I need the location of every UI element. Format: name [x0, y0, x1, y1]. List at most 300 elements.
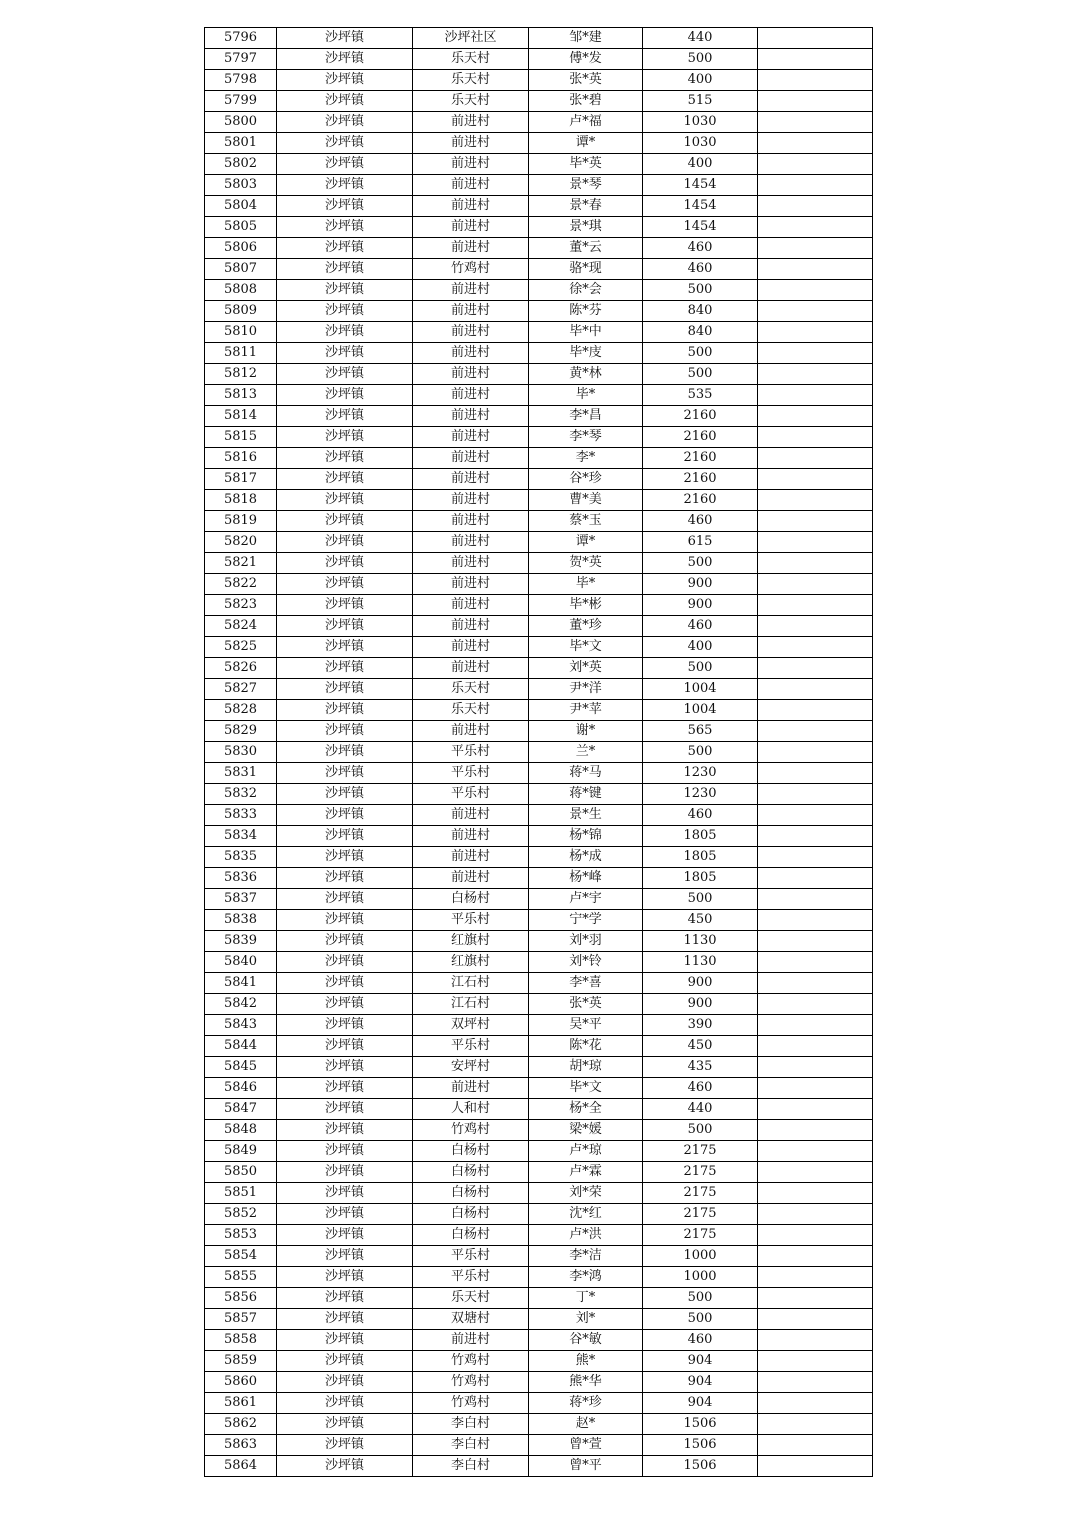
table-row	[205, 1015, 873, 1036]
village-cell: 乐天村	[413, 1288, 529, 1309]
row-number-cell: 5796	[205, 28, 277, 49]
row-number-cell: 5816	[205, 448, 277, 469]
village-cell: 平乐村	[413, 1267, 529, 1288]
town-cell: 沙坪镇	[277, 196, 413, 217]
note-cell	[758, 1246, 873, 1267]
town-cell: 沙坪镇	[277, 28, 413, 49]
table-row	[205, 658, 873, 679]
amount-cell: 460	[643, 616, 758, 637]
town-cell: 沙坪镇	[277, 595, 413, 616]
row-number-cell: 5808	[205, 280, 277, 301]
amount-cell: 2160	[643, 490, 758, 511]
town-cell: 沙坪镇	[277, 49, 413, 70]
village-cell: 前进村	[413, 511, 529, 532]
town-cell: 沙坪镇	[277, 889, 413, 910]
row-number-cell: 5853	[205, 1225, 277, 1246]
note-cell	[758, 1099, 873, 1120]
town-cell: 沙坪镇	[277, 616, 413, 637]
town-cell: 沙坪镇	[277, 406, 413, 427]
table-row	[205, 448, 873, 469]
town-cell: 沙坪镇	[277, 1351, 413, 1372]
row-number-cell: 5850	[205, 1162, 277, 1183]
name-cell: 张*碧	[529, 91, 643, 112]
name-cell: 宁*学	[529, 910, 643, 931]
table-row	[205, 868, 873, 889]
row-number-cell: 5858	[205, 1330, 277, 1351]
table-row	[205, 175, 873, 196]
amount-cell: 460	[643, 1330, 758, 1351]
name-cell: 杨*锦	[529, 826, 643, 847]
note-cell	[758, 553, 873, 574]
table-row	[205, 217, 873, 238]
row-number-cell: 5798	[205, 70, 277, 91]
village-cell: 前进村	[413, 448, 529, 469]
village-cell: 前进村	[413, 112, 529, 133]
village-cell: 前进村	[413, 175, 529, 196]
row-number-cell: 5864	[205, 1456, 277, 1477]
village-cell: 乐天村	[413, 91, 529, 112]
note-cell	[758, 910, 873, 931]
row-number-cell: 5835	[205, 847, 277, 868]
amount-cell: 500	[643, 364, 758, 385]
note-cell	[758, 1183, 873, 1204]
town-cell: 沙坪镇	[277, 1015, 413, 1036]
table-row	[205, 700, 873, 721]
note-cell	[758, 595, 873, 616]
note-cell	[758, 133, 873, 154]
name-cell: 沈*红	[529, 1204, 643, 1225]
amount-cell: 1805	[643, 847, 758, 868]
town-cell: 沙坪镇	[277, 574, 413, 595]
name-cell: 邹*建	[529, 28, 643, 49]
row-number-cell: 5809	[205, 301, 277, 322]
village-cell: 平乐村	[413, 742, 529, 763]
note-cell	[758, 406, 873, 427]
amount-cell: 500	[643, 742, 758, 763]
name-cell: 毕*文	[529, 1078, 643, 1099]
table-row	[205, 1435, 873, 1456]
name-cell: 陈*花	[529, 1036, 643, 1057]
name-cell: 卢*琼	[529, 1141, 643, 1162]
table-row	[205, 616, 873, 637]
amount-cell: 1230	[643, 784, 758, 805]
town-cell: 沙坪镇	[277, 154, 413, 175]
row-number-cell: 5828	[205, 700, 277, 721]
amount-cell: 1506	[643, 1435, 758, 1456]
village-cell: 前进村	[413, 616, 529, 637]
town-cell: 沙坪镇	[277, 1246, 413, 1267]
name-cell: 刘*羽	[529, 931, 643, 952]
amount-cell: 400	[643, 154, 758, 175]
table-row	[205, 301, 873, 322]
amount-cell: 460	[643, 238, 758, 259]
village-cell: 白杨村	[413, 1225, 529, 1246]
town-cell: 沙坪镇	[277, 427, 413, 448]
name-cell: 傅*发	[529, 49, 643, 70]
name-cell: 刘*英	[529, 658, 643, 679]
name-cell: 陈*芬	[529, 301, 643, 322]
note-cell	[758, 1456, 873, 1477]
row-number-cell: 5843	[205, 1015, 277, 1036]
table-row	[205, 196, 873, 217]
village-cell: 乐天村	[413, 700, 529, 721]
amount-cell: 1030	[643, 112, 758, 133]
amount-cell: 840	[643, 322, 758, 343]
town-cell: 沙坪镇	[277, 784, 413, 805]
table-row	[205, 406, 873, 427]
note-cell	[758, 679, 873, 700]
village-cell: 平乐村	[413, 1246, 529, 1267]
town-cell: 沙坪镇	[277, 280, 413, 301]
name-cell: 毕*文	[529, 637, 643, 658]
town-cell: 沙坪镇	[277, 553, 413, 574]
row-number-cell: 5836	[205, 868, 277, 889]
amount-cell: 500	[643, 343, 758, 364]
town-cell: 沙坪镇	[277, 805, 413, 826]
name-cell: 胡*琼	[529, 1057, 643, 1078]
village-cell: 前进村	[413, 217, 529, 238]
name-cell: 杨*全	[529, 1099, 643, 1120]
table-row	[205, 70, 873, 91]
name-cell: 吴*平	[529, 1015, 643, 1036]
town-cell: 沙坪镇	[277, 1456, 413, 1477]
town-cell: 沙坪镇	[277, 742, 413, 763]
row-number-cell: 5804	[205, 196, 277, 217]
row-number-cell: 5822	[205, 574, 277, 595]
note-cell	[758, 532, 873, 553]
town-cell: 沙坪镇	[277, 700, 413, 721]
town-cell: 沙坪镇	[277, 490, 413, 511]
row-number-cell: 5829	[205, 721, 277, 742]
row-number-cell: 5813	[205, 385, 277, 406]
row-number-cell: 5855	[205, 1267, 277, 1288]
note-cell	[758, 1435, 873, 1456]
village-cell: 白杨村	[413, 1183, 529, 1204]
row-number-cell: 5818	[205, 490, 277, 511]
note-cell	[758, 805, 873, 826]
amount-cell: 535	[643, 385, 758, 406]
village-cell: 前进村	[413, 343, 529, 364]
village-cell: 红旗村	[413, 931, 529, 952]
note-cell	[758, 1309, 873, 1330]
name-cell: 谷*敏	[529, 1330, 643, 1351]
roster-table	[204, 27, 873, 1477]
table-row	[205, 805, 873, 826]
amount-cell: 900	[643, 973, 758, 994]
amount-cell: 2175	[643, 1162, 758, 1183]
village-cell: 江石村	[413, 994, 529, 1015]
note-cell	[758, 196, 873, 217]
table-row	[205, 1351, 873, 1372]
row-number-cell: 5838	[205, 910, 277, 931]
note-cell	[758, 301, 873, 322]
row-number-cell: 5839	[205, 931, 277, 952]
row-number-cell: 5800	[205, 112, 277, 133]
town-cell: 沙坪镇	[277, 1372, 413, 1393]
name-cell: 董*珍	[529, 616, 643, 637]
village-cell: 前进村	[413, 553, 529, 574]
row-number-cell: 5845	[205, 1057, 277, 1078]
amount-cell: 1454	[643, 175, 758, 196]
name-cell: 蒋*键	[529, 784, 643, 805]
note-cell	[758, 112, 873, 133]
note-cell	[758, 217, 873, 238]
name-cell: 谷*珍	[529, 469, 643, 490]
table-row	[205, 1288, 873, 1309]
row-number-cell: 5799	[205, 91, 277, 112]
village-cell: 前进村	[413, 133, 529, 154]
table-row	[205, 1078, 873, 1099]
village-cell: 前进村	[413, 805, 529, 826]
name-cell: 刘*铃	[529, 952, 643, 973]
amount-cell: 1454	[643, 217, 758, 238]
note-cell	[758, 1414, 873, 1435]
table-row	[205, 1120, 873, 1141]
table-row	[205, 28, 873, 49]
table-row	[205, 1204, 873, 1225]
town-cell: 沙坪镇	[277, 637, 413, 658]
village-cell: 白杨村	[413, 889, 529, 910]
name-cell: 李*洁	[529, 1246, 643, 1267]
table-row	[205, 742, 873, 763]
name-cell: 骆*现	[529, 259, 643, 280]
table-row	[205, 1267, 873, 1288]
note-cell	[758, 1162, 873, 1183]
town-cell: 沙坪镇	[277, 91, 413, 112]
name-cell: 景*琴	[529, 175, 643, 196]
row-number-cell: 5814	[205, 406, 277, 427]
table-row	[205, 889, 873, 910]
name-cell: 景*生	[529, 805, 643, 826]
village-cell: 李白村	[413, 1435, 529, 1456]
table-row	[205, 280, 873, 301]
table-row	[205, 721, 873, 742]
amount-cell: 515	[643, 91, 758, 112]
table-row	[205, 1372, 873, 1393]
village-cell: 前进村	[413, 385, 529, 406]
amount-cell: 1000	[643, 1246, 758, 1267]
row-number-cell: 5849	[205, 1141, 277, 1162]
name-cell: 熊*	[529, 1351, 643, 1372]
table-row	[205, 511, 873, 532]
table-row	[205, 784, 873, 805]
village-cell: 安坪村	[413, 1057, 529, 1078]
amount-cell: 900	[643, 595, 758, 616]
table-row	[205, 1330, 873, 1351]
village-cell: 前进村	[413, 1078, 529, 1099]
table-row	[205, 679, 873, 700]
note-cell	[758, 784, 873, 805]
town-cell: 沙坪镇	[277, 1204, 413, 1225]
name-cell: 谭*	[529, 532, 643, 553]
amount-cell: 615	[643, 532, 758, 553]
row-number-cell: 5824	[205, 616, 277, 637]
name-cell: 黄*林	[529, 364, 643, 385]
row-number-cell: 5863	[205, 1435, 277, 1456]
note-cell	[758, 931, 873, 952]
name-cell: 蔡*玉	[529, 511, 643, 532]
note-cell	[758, 1078, 873, 1099]
row-number-cell: 5856	[205, 1288, 277, 1309]
town-cell: 沙坪镇	[277, 1225, 413, 1246]
name-cell: 谭*	[529, 133, 643, 154]
note-cell	[758, 49, 873, 70]
amount-cell: 400	[643, 637, 758, 658]
table-row	[205, 553, 873, 574]
name-cell: 尹*洋	[529, 679, 643, 700]
table-row	[205, 910, 873, 931]
village-cell: 前进村	[413, 532, 529, 553]
row-number-cell: 5857	[205, 1309, 277, 1330]
table-row	[205, 1099, 873, 1120]
village-cell: 前进村	[413, 301, 529, 322]
row-number-cell: 5846	[205, 1078, 277, 1099]
name-cell: 卢*霖	[529, 1162, 643, 1183]
name-cell: 蒋*珍	[529, 1393, 643, 1414]
table-row	[205, 154, 873, 175]
village-cell: 前进村	[413, 574, 529, 595]
amount-cell: 2175	[643, 1183, 758, 1204]
table-row	[205, 343, 873, 364]
table-row	[205, 364, 873, 385]
row-number-cell: 5837	[205, 889, 277, 910]
note-cell	[758, 637, 873, 658]
name-cell: 卢*宇	[529, 889, 643, 910]
town-cell: 沙坪镇	[277, 1393, 413, 1414]
amount-cell: 1230	[643, 763, 758, 784]
town-cell: 沙坪镇	[277, 1414, 413, 1435]
village-cell: 前进村	[413, 238, 529, 259]
name-cell: 李*鸿	[529, 1267, 643, 1288]
table-row	[205, 1057, 873, 1078]
row-number-cell: 5805	[205, 217, 277, 238]
amount-cell: 460	[643, 805, 758, 826]
amount-cell: 1454	[643, 196, 758, 217]
table-row	[205, 469, 873, 490]
note-cell	[758, 259, 873, 280]
table-row	[205, 259, 873, 280]
row-number-cell: 5827	[205, 679, 277, 700]
name-cell: 杨*峰	[529, 868, 643, 889]
table-row	[205, 637, 873, 658]
row-number-cell: 5826	[205, 658, 277, 679]
row-number-cell: 5841	[205, 973, 277, 994]
amount-cell: 2175	[643, 1204, 758, 1225]
row-number-cell: 5830	[205, 742, 277, 763]
village-cell: 前进村	[413, 595, 529, 616]
village-cell: 乐天村	[413, 679, 529, 700]
table-row	[205, 1036, 873, 1057]
town-cell: 沙坪镇	[277, 658, 413, 679]
town-cell: 沙坪镇	[277, 721, 413, 742]
name-cell: 毕*	[529, 574, 643, 595]
table-row	[205, 1183, 873, 1204]
village-cell: 乐天村	[413, 49, 529, 70]
table-row	[205, 952, 873, 973]
village-cell: 白杨村	[413, 1204, 529, 1225]
town-cell: 沙坪镇	[277, 469, 413, 490]
amount-cell: 1805	[643, 826, 758, 847]
amount-cell: 1506	[643, 1456, 758, 1477]
name-cell: 张*英	[529, 70, 643, 91]
name-cell: 贺*英	[529, 553, 643, 574]
table-row	[205, 91, 873, 112]
town-cell: 沙坪镇	[277, 532, 413, 553]
amount-cell: 450	[643, 1036, 758, 1057]
row-number-cell: 5831	[205, 763, 277, 784]
name-cell: 李*琴	[529, 427, 643, 448]
village-cell: 平乐村	[413, 910, 529, 931]
note-cell	[758, 1351, 873, 1372]
amount-cell: 2160	[643, 469, 758, 490]
table-row	[205, 595, 873, 616]
note-cell	[758, 427, 873, 448]
village-cell: 前进村	[413, 637, 529, 658]
village-cell: 竹鸡村	[413, 1372, 529, 1393]
note-cell	[758, 994, 873, 1015]
row-number-cell: 5851	[205, 1183, 277, 1204]
village-cell: 人和村	[413, 1099, 529, 1120]
note-cell	[758, 238, 873, 259]
row-number-cell: 5797	[205, 49, 277, 70]
amount-cell: 904	[643, 1351, 758, 1372]
town-cell: 沙坪镇	[277, 322, 413, 343]
row-number-cell: 5801	[205, 133, 277, 154]
row-number-cell: 5847	[205, 1099, 277, 1120]
name-cell: 尹*苹	[529, 700, 643, 721]
note-cell	[758, 154, 873, 175]
table-row	[205, 1225, 873, 1246]
note-cell	[758, 343, 873, 364]
village-cell: 前进村	[413, 154, 529, 175]
row-number-cell: 5817	[205, 469, 277, 490]
note-cell	[758, 1225, 873, 1246]
village-cell: 竹鸡村	[413, 259, 529, 280]
row-number-cell: 5848	[205, 1120, 277, 1141]
row-number-cell: 5802	[205, 154, 277, 175]
village-cell: 前进村	[413, 658, 529, 679]
note-cell	[758, 1015, 873, 1036]
row-number-cell: 5833	[205, 805, 277, 826]
row-number-cell: 5812	[205, 364, 277, 385]
roster-table-body	[205, 28, 873, 1477]
town-cell: 沙坪镇	[277, 112, 413, 133]
amount-cell: 900	[643, 994, 758, 1015]
village-cell: 前进村	[413, 364, 529, 385]
name-cell: 李*昌	[529, 406, 643, 427]
village-cell: 红旗村	[413, 952, 529, 973]
table-row	[205, 574, 873, 595]
row-number-cell: 5840	[205, 952, 277, 973]
amount-cell: 500	[643, 1120, 758, 1141]
name-cell: 蒋*马	[529, 763, 643, 784]
amount-cell: 1130	[643, 952, 758, 973]
village-cell: 前进村	[413, 490, 529, 511]
amount-cell: 500	[643, 553, 758, 574]
note-cell	[758, 511, 873, 532]
amount-cell: 400	[643, 70, 758, 91]
town-cell: 沙坪镇	[277, 1267, 413, 1288]
note-cell	[758, 1036, 873, 1057]
town-cell: 沙坪镇	[277, 847, 413, 868]
table-row	[205, 1414, 873, 1435]
amount-cell: 460	[643, 1078, 758, 1099]
row-number-cell: 5844	[205, 1036, 277, 1057]
town-cell: 沙坪镇	[277, 238, 413, 259]
table-row	[205, 490, 873, 511]
note-cell	[758, 70, 873, 91]
village-cell: 前进村	[413, 721, 529, 742]
